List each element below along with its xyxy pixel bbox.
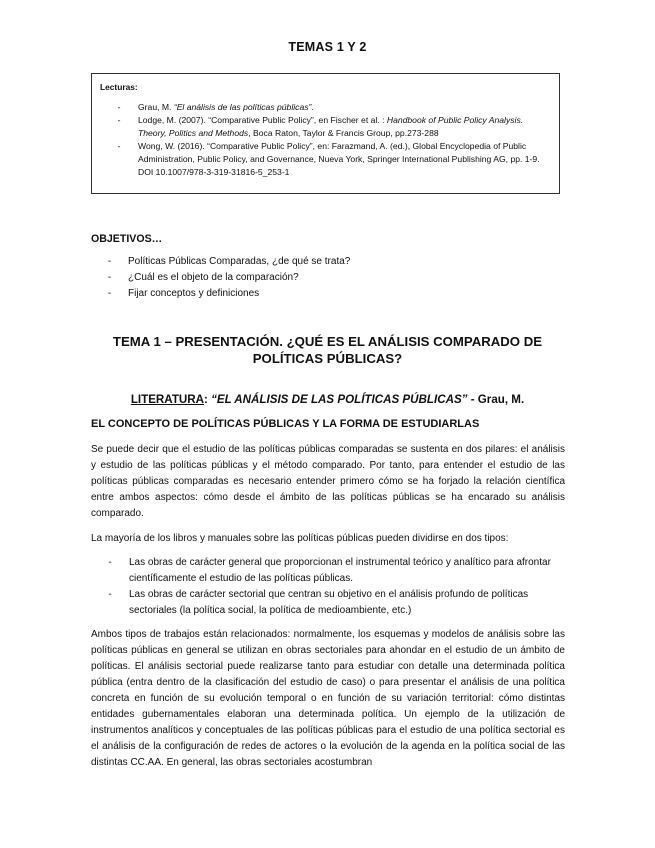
paragraph: Se puede decir que el estudio de las políticas públicas comparadas se sustenta en dos pilares: el análisis y estudio de las políticas públicas y el método comparado. Por tanto, para entender el estudio de las políticas públicas comparadas es necesario entender primero cómo se ha forjado la relación científica entre ambos aspectos: cómo desde el ámbito de las políticas públicas se ha encarado su análisis comparado. — [91, 444, 565, 519]
literatura-label: LITERATURA — [130, 393, 205, 406]
literatura-colon: : — [204, 393, 212, 406]
list-item — [91, 555, 565, 587]
readings-label: Lecturas: — [100, 82, 138, 92]
list-item-text: ¿Cuál es el objeto de la comparación? — [128, 272, 299, 283]
list-dash: - — [117, 115, 121, 125]
reading-citation: Wong, W. (2016). “Comparative Public Policy”, en: Farazmand, A. (ed.), Global Encyclopedia of Public Administration, Public Policy, and Governance, Nueva York, Springer International Publishing AG, pp. 1-9. DOI 10.1007/978-3-319-31816-5_253-1 — [138, 141, 540, 177]
reading-author: Lodge, M. (2007). “Comparative Public Policy”, en Fischer et al. : — [138, 115, 387, 125]
readings-box — [91, 73, 560, 194]
literatura-author: - Grau, M. — [467, 393, 525, 406]
list-dash: - — [117, 141, 121, 151]
list-item — [91, 270, 350, 286]
subsection-heading: EL CONCEPTO DE POLÍTICAS PÚBLICAS Y LA FORMA DE ESTUDIARLAS — [91, 418, 480, 430]
section-title: TEMA 1 – PRESENTACIÓN. ¿QUÉ ES EL ANÁLISIS COMPARADO DE POLÍTICAS PÚBLICAS? — [112, 334, 543, 366]
reading-item — [100, 114, 551, 140]
list-dash: - — [117, 102, 121, 112]
list-item-text: Fijar conceptos y definiciones — [128, 288, 260, 299]
list-item-text: Las obras de carácter general que proporcionan el instrumental teórico y analítico para afrontar científicamente el estudio de las políticas públicas. — [129, 557, 551, 584]
list-item — [91, 254, 350, 270]
page-title: TEMAS 1 Y 2 — [288, 40, 367, 54]
reading-rest: , Boca Raton, Taylor & Francis Group, pp.273-288 — [248, 128, 439, 138]
reading-title: “El análisis de las políticas públicas” — [173, 102, 312, 112]
list-dash: - — [107, 288, 112, 299]
reading-author: Grau, M. — [138, 102, 174, 112]
objetivos-list — [91, 254, 350, 302]
list-dash: - — [107, 256, 112, 267]
list-dash: - — [108, 557, 112, 568]
list-dash: - — [107, 272, 112, 283]
types-list — [91, 555, 565, 619]
list-item — [91, 587, 565, 619]
paragraph: La mayoría de los libros y manuales sobre las políticas públicas pueden dividirse en dos tipos: — [91, 533, 509, 544]
objetivos-heading: OBJETIVOS… — [91, 233, 163, 245]
list-dash: - — [108, 589, 112, 600]
list-item-text: Políticas Públicas Comparadas, ¿de qué se trata? — [128, 256, 351, 267]
list-item-text: Las obras de carácter sectorial que centran su objetivo en el análisis profundo de políticas sectoriales (la política social, la política de medioambiente, etc.) — [129, 589, 529, 616]
paragraph: Ambos tipos de trabajos están relacionados: normalmente, los esquemas y modelos de análisis sobre las políticas públicas en general se utilizan en obras sectoriales para ahondar en el estudio de un ámbito de políticas. El análisis sectorial puede realizarse tanto para estudiar con detalle una determinada política pública (entra dentro de la clasificación del estudio de caso) o para presentar el análisis de una política concreta en función de su evolución temporal o en función de su variación territorial: cómo distintas entidades gubernamentales elaboran una determinada política. Un ejemplo de la utilización de instrumentos analíticos y conceptuales de las políticas públicas para el estudio de una política sectorial es el análisis de la configuración de redes de actores o la evolución de la agenda en la política social de las distintas CC.AA. En general, las obras sectoriales acostumbran — [91, 629, 565, 768]
reading-item — [100, 101, 551, 114]
literatura-title: “EL ANÁLISIS DE LAS POLÍTICAS PÚBLICAS” — [211, 393, 468, 406]
reading-rest: . — [311, 102, 314, 112]
reading-title: Handbook of Public Policy Analysis. Theory, Politics and Methods — [138, 115, 524, 138]
list-item — [91, 286, 350, 302]
literatura-line — [0, 393, 655, 406]
reading-item — [100, 140, 551, 179]
